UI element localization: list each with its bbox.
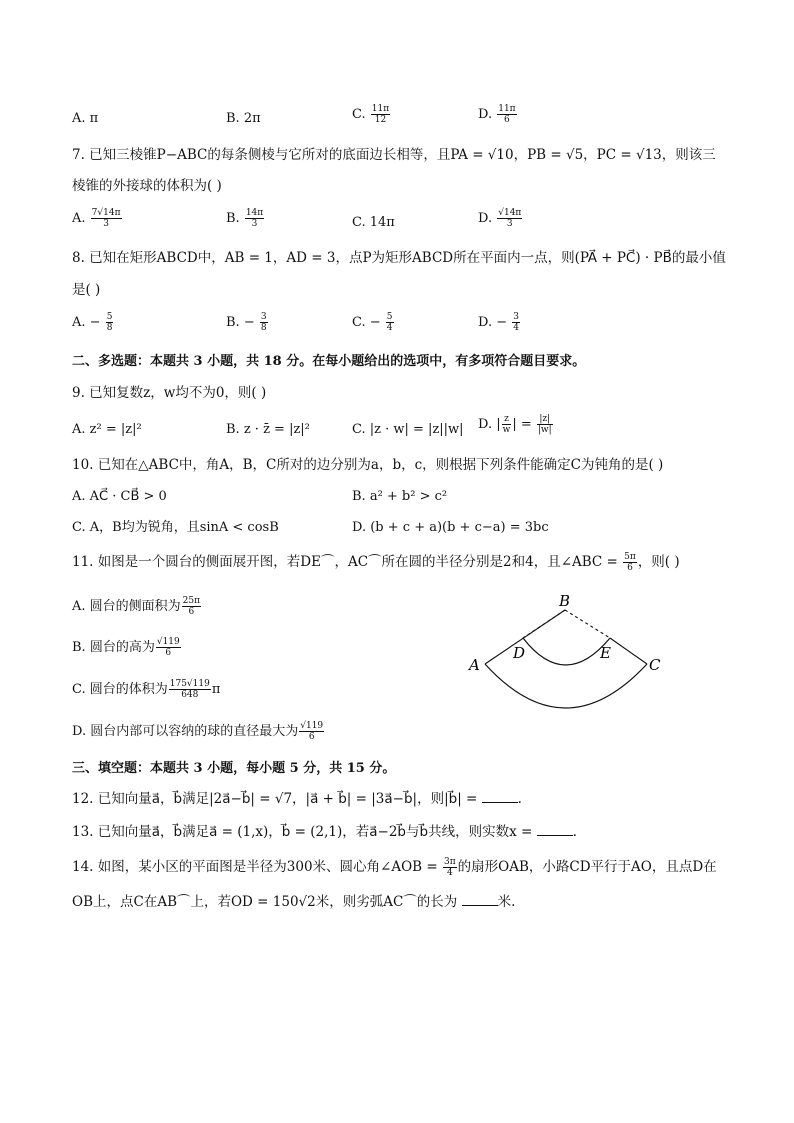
q6-option-b: B. 2π — [226, 111, 261, 126]
fraction — [169, 679, 211, 700]
q10-option-c: C. A，B均为锐角，且sinA < cosB — [72, 520, 279, 535]
denominator: 3 — [506, 219, 513, 229]
q11-option-b — [72, 637, 182, 658]
numerator: 7√14π — [91, 208, 121, 218]
numerator: 14π — [245, 208, 264, 218]
label-c: C — [649, 656, 661, 674]
denominator: 6 — [504, 115, 510, 125]
q11-option-c — [72, 679, 220, 700]
section-heading-multi-choice: 二、多选题：本题共 3 小题，共 18 分。在每小题给出的选项中，有多项符合题目要求。 — [72, 354, 586, 369]
fraction — [245, 208, 264, 229]
label-e: E — [600, 644, 611, 662]
option-text: π — [211, 682, 221, 697]
label-d: D — [513, 644, 526, 662]
denominator: 4 — [513, 323, 519, 333]
dashed-segment-be — [565, 610, 610, 638]
option-label: D. — [478, 107, 493, 122]
fraction — [443, 857, 457, 878]
numerator: 5 — [106, 312, 113, 322]
numerator: 11π — [371, 104, 390, 114]
q10-option-b: B. a² + b² > c² — [352, 489, 448, 504]
fraction — [371, 104, 390, 125]
denominator: 6 — [627, 563, 633, 573]
fraction — [537, 414, 553, 435]
label-b: B — [559, 592, 571, 610]
numerator: 3 — [260, 312, 267, 322]
q7-option-a — [72, 208, 123, 229]
stem-text: 米. — [497, 894, 516, 910]
numerator: 175√119 — [169, 679, 210, 689]
q10-stem: 10. 已知在△ABC中，角A，B，C所对的边分别为a，b，c，则根据下列条件能确定C为钝角的是( ) — [72, 457, 664, 473]
denominator: 6 — [188, 607, 195, 617]
q8-stem-line1: 8. 已知在矩形ABCD中，AB = 1，AD = 3，点P为矩形ABCD所在平面内一点，则(PA⃗ + PC⃗) · PB⃗的最小值 — [72, 250, 726, 266]
option-text: C. 圆台的体积为 — [72, 682, 168, 697]
q8-option-a — [72, 312, 114, 333]
q7-option-c: C. 14π — [352, 215, 395, 230]
denominator: 8 — [260, 323, 267, 333]
denominator: 648 — [181, 690, 199, 700]
numerator: √119 — [156, 637, 180, 647]
q8-option-c — [352, 312, 395, 333]
label-a: A — [469, 656, 480, 674]
answer-blank — [462, 893, 498, 906]
numerator: 5π — [624, 552, 636, 562]
section-heading-fill-in: 三、填空题：本题共 3 小题，每小题 5 分，共 15 分。 — [72, 761, 396, 776]
numerator: 3π — [443, 857, 456, 867]
denominator: |w| — [537, 425, 552, 435]
fraction — [106, 312, 114, 333]
fraction — [512, 312, 520, 333]
fraction — [386, 312, 394, 333]
fraction — [91, 208, 122, 229]
q13-stem — [72, 823, 577, 841]
option-label: C. − — [352, 315, 381, 330]
numerator: 11π — [498, 104, 516, 114]
q9-stem: 9. 已知复数z，w均不为0，则( ) — [72, 385, 267, 401]
stem-text: 14. 如图，某小区的平面图是半径为300米、圆心角∠AOB = — [72, 859, 438, 875]
q6-option-c — [352, 104, 391, 125]
option-label: B. — [226, 211, 240, 226]
frustum-development-figure — [465, 592, 680, 710]
fraction — [260, 312, 268, 333]
stem-text: 的扇形OAB，小路CD平行于AO，且点D在 — [457, 859, 717, 875]
option-text: | = — [512, 417, 532, 432]
denominator: 12 — [374, 115, 387, 125]
option-label: D. — [478, 211, 493, 226]
numerator: √14π — [498, 208, 522, 218]
denominator: 4 — [446, 868, 453, 878]
option-label: C. — [352, 107, 366, 122]
q11-option-d — [72, 721, 325, 742]
fraction — [299, 721, 324, 742]
arc-de — [523, 638, 610, 665]
numerator: z — [502, 414, 512, 425]
option-label: A. — [72, 211, 86, 226]
q9-option-c: C. |z · w| = |z||w| — [352, 422, 464, 437]
denominator: 3 — [103, 219, 109, 229]
numerator: 25π — [182, 596, 201, 606]
stem-text: 11. 如图是一个圆台的侧面展开图，若DE⌒，AC⌒所在圆的半径分别是2和4，且∠ABC = — [72, 554, 618, 570]
option-label: A. − — [72, 315, 101, 330]
stem-text: OB上，点C在AB⌒上，若OD = 150√2米，则劣弧AC⌒的长为 — [72, 894, 458, 910]
denominator: w — [502, 425, 511, 435]
q6-option-d — [478, 104, 518, 125]
q14-stem-line2 — [72, 893, 515, 911]
q9-option-a: A. z² = |z|² — [72, 422, 142, 437]
option-text: D. 圆台内部可以容纳的球的直径最大为 — [72, 724, 299, 739]
numerator: 3 — [513, 312, 519, 322]
fraction — [497, 104, 516, 125]
numerator: √119 — [300, 721, 324, 731]
option-label: D. | — [478, 417, 501, 432]
stem-text: . — [517, 791, 522, 807]
option-label: B. − — [226, 315, 255, 330]
q8-option-d — [478, 312, 521, 333]
denominator: 6 — [165, 648, 172, 658]
q10-option-a: A. AC⃗ · CB⃗ > 0 — [72, 489, 167, 504]
denominator: 6 — [308, 732, 315, 742]
stem-text: ，则( ) — [637, 554, 680, 570]
sector-diagram — [465, 592, 680, 710]
option-text: B. 圆台的高为 — [72, 640, 155, 655]
q9-option-b: B. z · z̄ = |z|² — [226, 422, 310, 437]
q14-stem-line1 — [72, 857, 717, 878]
numerator: |z| — [537, 414, 553, 425]
fraction — [182, 596, 201, 617]
q10-option-d: D. (b + c + a)(b + c−a) = 3bc — [352, 520, 549, 535]
fraction — [156, 637, 181, 658]
numerator: 5 — [386, 312, 393, 322]
q7-option-b — [226, 208, 265, 229]
q7-stem-line1: 7. 已知三棱锥P−ABC的每条侧棱与它所对的底面边长相等，且PA = √10，PB = √5，PC = √13，则该三 — [72, 147, 716, 163]
stem-text: 12. 已知向量a⃗，b⃗满足|2a⃗−b⃗| = √7，|a⃗ + b⃗| = |3a⃗−b⃗|，则|b⃗| = — [72, 791, 478, 807]
stem-text: . — [572, 824, 577, 840]
q9-option-d — [478, 414, 554, 435]
fraction — [497, 208, 522, 229]
denominator: 4 — [386, 323, 393, 333]
q12-stem — [72, 790, 522, 808]
q11-option-a — [72, 596, 202, 617]
answer-blank — [482, 790, 518, 803]
option-text: A. 圆台的侧面积为 — [72, 599, 181, 614]
q6-option-a: A. π — [72, 111, 99, 126]
q7-option-d — [478, 208, 523, 229]
q7-stem-line2: 棱锥的外接球的体积为( ) — [72, 178, 222, 194]
fraction — [502, 414, 512, 435]
q8-option-b — [226, 312, 269, 333]
denominator: 8 — [106, 323, 113, 333]
fraction — [623, 552, 637, 573]
answer-blank — [537, 823, 573, 836]
arc-ac — [485, 664, 647, 708]
q11-stem — [72, 552, 680, 573]
q8-stem-line2: 是( ) — [72, 282, 101, 298]
denominator: 3 — [251, 219, 258, 229]
option-label: D. − — [478, 315, 508, 330]
line-e-to-c — [610, 638, 647, 664]
dashed-segment-bd — [523, 610, 565, 638]
stem-text: 13. 已知向量a⃗，b⃗满足a⃗ = (1,x)，b⃗ = (2,1)，若a⃗−2b⃗与b⃗共线，则实数x = — [72, 824, 533, 840]
